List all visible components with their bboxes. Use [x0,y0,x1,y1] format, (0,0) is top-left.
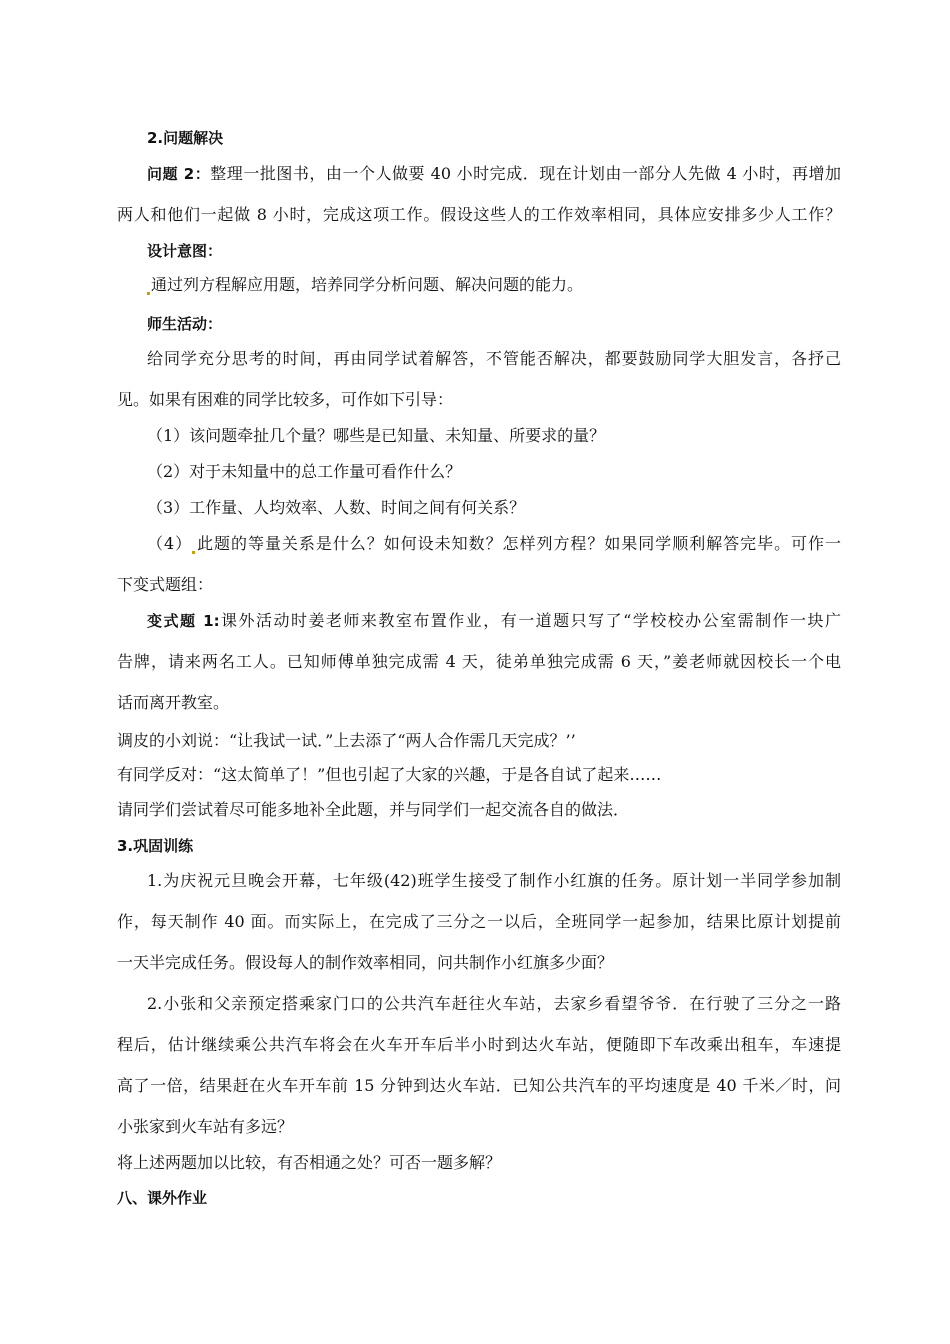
problem-2-line-2: 两人和他们一起做 8 小时，完成这项工作。假设这些人的工作效率相同，具体应安排多少人工作？ [117,205,841,224]
guide-question-4-text: 此题的等量关系是什么？如何设未知数？怎样列方程？如果同学顺利解答完毕。可作一 [196,534,841,553]
exercise-2-line-4: 小张家到火车站有多远？ [117,1117,294,1136]
section-heading-consolidation: 3.巩固训练 [117,837,194,855]
variant-1-line-2: 告牌，请来两名工人。已知师傅单独完成需 4 天，徒弟单独完成需 6 天，”姜老师就因校长一个电 [117,652,841,671]
margin-mark [147,292,150,295]
variant-1-text-1: 课外活动时姜老师来教室布置作业，有一道题只写了“学校校办公室需制作一块广 [219,611,841,630]
guide-question-3: （3）工作量、人均效率、人数、时间之间有何关系？ [147,498,526,517]
paragraph-try-complete: 请同学们尝试着尽可能多地补全此题，并与同学们一起交流各自的做法． [117,800,630,819]
guide-question-4-line-2: 下变式题组： [117,575,214,594]
design-intent-sentence: 通过列方程解应用题，培养同学分析问题、解决问题的能力。 [151,275,584,294]
problem-2-label: 问题 2： [147,165,211,183]
problem-2-text-1: 整理一批图书，由一个人做要 40 小时完成．现在计划由一部分人先做 4 小时，再增加 [210,164,841,183]
design-intent-label: 设计意图： [147,242,223,260]
guide-question-2: （2）对于未知量中的总工作量可看作什么？ [147,462,462,481]
paragraph-objection: 有同学反对：“这太简单了！”但也引起了大家的兴趣，于是各自试了起来…… [117,765,662,784]
problem-2-line-1 [147,164,841,184]
exercise-2-line-2: 程后，估计继续乘公共汽车将会在火车开车后半小时到达火车站，便随即下车改乘出租车，车速提 [117,1035,841,1054]
guide-question-4-number: （4） [147,534,193,553]
section-heading-problem-solving: 2.问题解决 [147,129,224,147]
exercise-1-line-3: 一天半完成任务。假设每人的制作效率相同，问共制作小红旗多少面？ [117,953,614,972]
exercise-1-line-2: 作，每天制作 40 面。而实际上，在完成了三分之一以后，全班同学一起参加，结果比原计划提前 [117,912,841,931]
activity-line-2: 见。如果有困难的同学比较多，可作如下引导： [117,390,454,409]
exercise-2-line-3: 高了一倍，结果赶在火车开车前 15 分钟到达火车站．已知公共汽车的平均速度是 40 千米／时，问 [117,1076,841,1095]
paragraph-compare: 将上述两题加以比较，有否相通之处？可否一题多解？ [117,1153,502,1172]
exercise-1-line-1: 1.为庆祝元旦晚会开幕，七年级(42)班学生接受了制作小红旗的任务。原计划一半同学参加制 [147,871,841,890]
section-heading-homework: 八、课外作业 [117,1189,208,1207]
exercise-2-line-1: 2.小张和父亲预定搭乘家门口的公共汽车赶往火车站，去家乡看望爷爷．在行驶了三分之一路 [147,994,841,1013]
activity-label: 师生活动： [147,315,223,333]
variant-1-line-1 [147,611,841,631]
paragraph-xiaoliu: 调皮的小刘说：“让我试一试．”上去添了“两人合作需几天完成？’’ [117,731,576,750]
margin-mark [192,551,195,554]
activity-line-1: 给同学充分思考的时间，再由同学试着解答，不管能否解决，都要鼓励同学大胆发言，各抒己 [147,349,841,368]
guide-question-4-line-1 [147,534,841,554]
variant-1-line-3: 话而离开教室。 [117,693,230,712]
design-intent-text [147,275,871,295]
variant-1-label: 变式题 1: [147,612,220,630]
guide-question-1: （1）该问题牵扯几个量？哪些是已知量、未知量、所要求的量？ [147,426,606,445]
